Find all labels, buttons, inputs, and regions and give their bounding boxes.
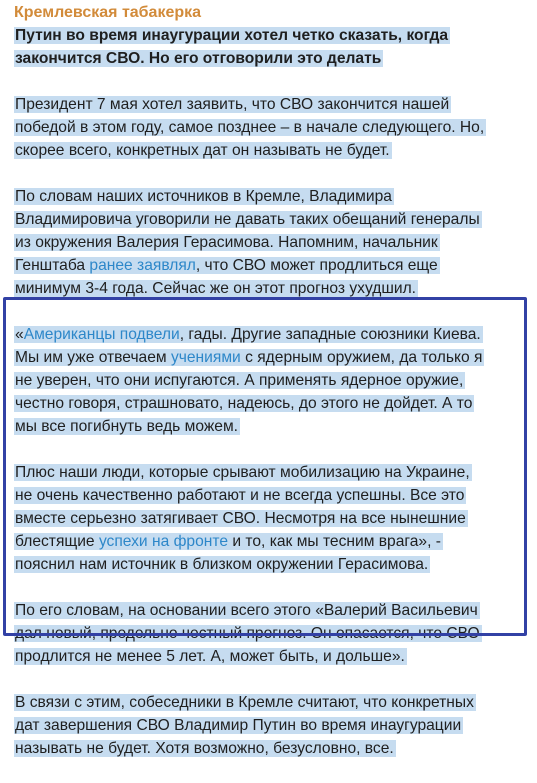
title-line: Путин во время инаугурации хотел четко сказать, когда	[15, 27, 449, 44]
text-line: не уверен, что они испугаются. А применять ядерное оружие,	[15, 372, 464, 389]
paragraph-5	[14, 599, 524, 668]
text-line: победой в этом году, самое позднее – в начале следующего. Но,	[15, 119, 485, 136]
text-fragment: Мы им уже отвечаем	[15, 349, 171, 366]
text-line: скорее всего, конкретных дат он называть не будет.	[15, 142, 390, 159]
text-line: продлится не менее 5 лет. А, может быть, и дольше».	[15, 648, 405, 665]
post-title	[14, 24, 524, 70]
text-line: вместе серьезно затягивает СВО. Несмотря на все нынешние	[15, 510, 466, 527]
text-fragment: с ядерным оружием, да только я	[240, 349, 483, 366]
paragraph-4	[14, 461, 524, 576]
link-americans-let-down[interactable]: Американцы подвели	[23, 326, 180, 343]
text-line: дат завершения СВО Владимир Путин во время инаугурации	[15, 717, 462, 734]
text-line: из окружения Валерия Герасимова. Напомним, начальник	[15, 234, 438, 251]
text-line: дал новый, предельно честный прогноз. Он опасается, что СВО	[15, 625, 480, 642]
paragraph-1	[14, 93, 524, 162]
text-fragment: Генштаба	[15, 257, 90, 274]
text-line: Владимировича уговорили не давать таких обещаний генералы	[15, 211, 480, 228]
paragraph-2	[14, 185, 524, 300]
text-line: мы все погибнуть ведь можем.	[15, 418, 238, 435]
link-exercises[interactable]: учениями	[170, 349, 241, 366]
title-line: закончится СВО. Но его отговорили это делать	[15, 50, 382, 67]
text-fragment: «	[15, 326, 24, 343]
link-earlier-stated[interactable]: ранее заявлял	[89, 257, 196, 274]
text-line: По его словам, на основании всего этого «Валерий Васильевич	[15, 602, 478, 619]
text-fragment: , что СВО может продлиться еще	[195, 257, 438, 274]
text-line: Президент 7 мая хотел заявить, что СВО закончится нашей	[15, 96, 450, 113]
text-line: Плюс наши люди, которые срывают мобилизацию на Украине,	[15, 464, 470, 481]
text-line: не очень качественно работают и не всегда успешны. Все это	[15, 487, 465, 504]
text-line	[14, 257, 440, 274]
text-fragment: , гады. Другие западные союзники Киева.	[179, 326, 481, 343]
text-line: пояснил нам источник в близком окружении Герасимова.	[15, 556, 429, 573]
text-fragment: блестящие	[15, 533, 99, 550]
text-line	[14, 533, 443, 550]
message-text	[14, 24, 524, 783]
paragraph-3	[14, 323, 524, 438]
paragraph-6	[14, 691, 524, 760]
text-line	[14, 326, 483, 343]
text-line: честно говоря, страшновато, надеюсь, до этого не дойдет. А то	[15, 395, 473, 412]
text-line: минимум 3-4 года. Сейчас же он этот прогноз ухудшил.	[15, 280, 417, 297]
text-line: По словам наших источников в Кремле, Владимира	[15, 188, 392, 205]
text-line	[14, 349, 484, 366]
text-line: называть не будет. Хотя возможно, безусловно, все.	[15, 740, 394, 757]
text-fragment: и то, как мы тесним врага», -	[228, 533, 441, 550]
channel-name[interactable]: Кремлевская табакерка	[14, 4, 202, 21]
text-line: В связи с этим, собеседники в Кремле считают, что конкретных	[15, 694, 474, 711]
link-front-successes[interactable]: успехи на фронте	[98, 533, 229, 550]
